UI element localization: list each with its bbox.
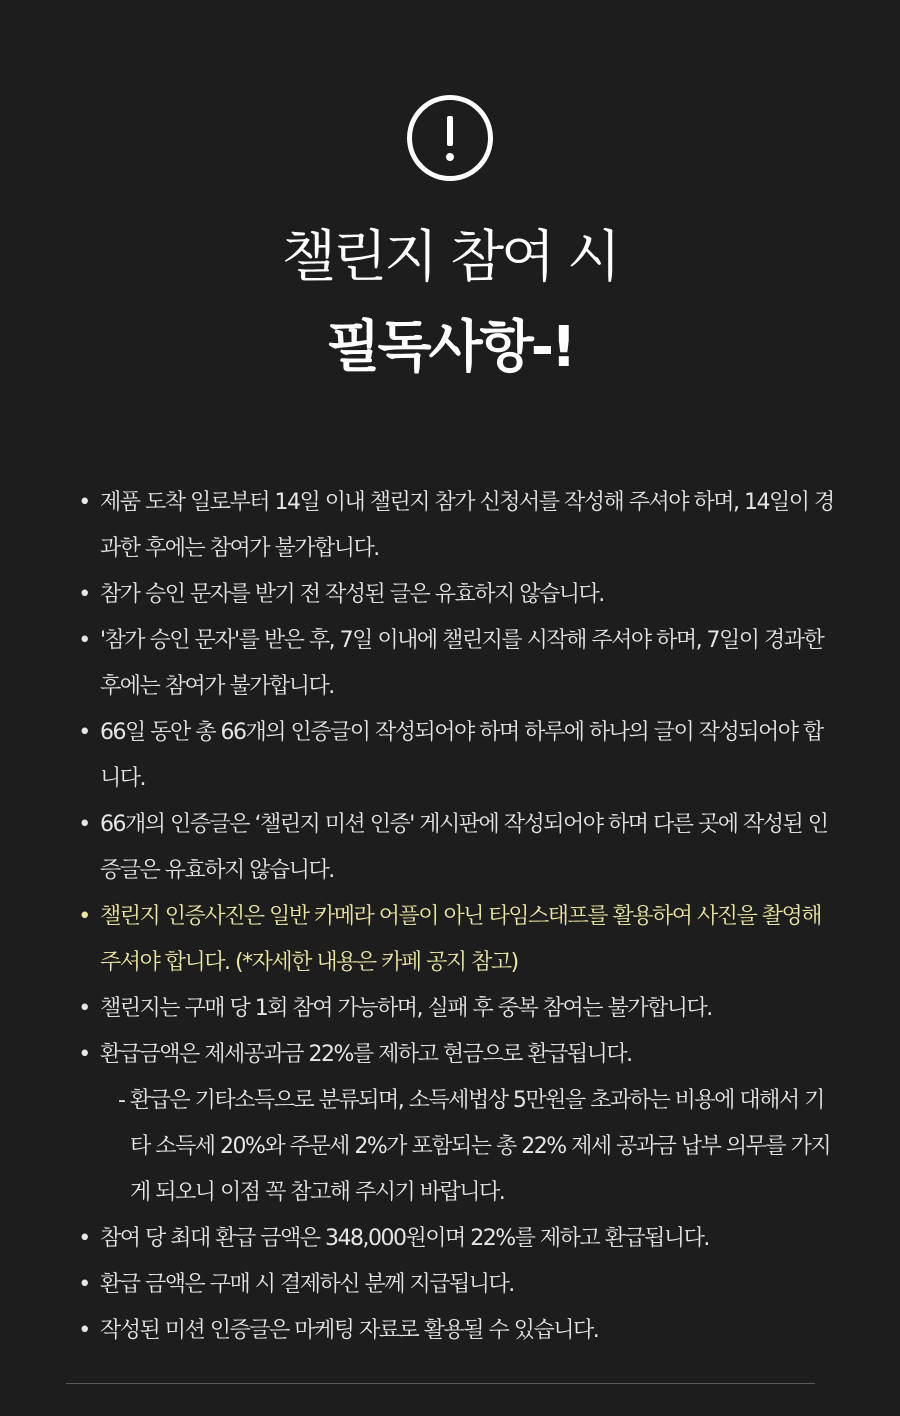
notice-item-board-location [74, 802, 834, 894]
bullet-icon: • [78, 582, 90, 607]
notice-text: 환급금액은 제세공과금 22%를 제하고 현금으로 환급됩니다. [100, 1042, 632, 1067]
bullet-icon: • [78, 904, 90, 929]
bullet-icon: • [78, 720, 90, 745]
notice-text: 참여 당 최대 환급 금액은 348,000원이며 22%를 제하고 환급됩니다. [100, 1226, 709, 1251]
bullet-icon: • [78, 812, 90, 837]
notice-list [74, 480, 834, 1354]
notice-text: 제품 도착 일로부터 14일 이내 챌린지 참가 신청서를 작성해 주셔야 하며, 14일이 경과한 후에는 참여가 불가합니다. [100, 490, 834, 561]
bullet-icon: • [78, 1318, 90, 1343]
page-subtitle: 필독사항-! [326, 315, 574, 380]
notice-item-daily-posts [74, 710, 834, 802]
bullet-icon: • [78, 490, 90, 515]
notice-item-registration-deadline [74, 480, 834, 572]
notice-text: 챌린지 인증사진은 일반 카메라 어플이 아닌 타임스태프를 활용하여 사진을 촬영해주셔야 합니다. (*자세한 내용은 카페 공지 참고) [100, 904, 822, 975]
notice-item-refund-tax [74, 1032, 834, 1216]
notice-text: '참가 승인 문자'를 받은 후, 7일 이내에 챌린지를 시작해 주셔야 하며, 7일이 경과한 후에는 참여가 불가합니다. [100, 628, 824, 699]
notice-item-marketing-use [74, 1308, 834, 1354]
exclamation-circle-icon [406, 94, 494, 182]
notice-text: 챌린지는 구매 당 1회 참여 가능하며, 실패 후 중복 참여는 불가합니다. [100, 996, 712, 1021]
page-title: 챌린지 참여 시 [281, 225, 619, 290]
notice-item-approval-required [74, 572, 834, 618]
refund-tax-note: - 환급은 기타소득으로 분류되며, 소득세법상 5만원을 초과하는 비용에 대해서 기타 소득세 20%와 주문세 2%가 포함되는 총 22% 제세 공과금 납부 의무를 가지게 되오니 이점 꼭 참고해 주시기 바랍니다. [118, 1088, 831, 1205]
bullet-icon: • [78, 628, 90, 653]
notice-item-refund-recipient [74, 1262, 834, 1308]
notice-item-one-per-purchase [74, 986, 834, 1032]
notice-text: 작성된 미션 인증글은 마케팅 자료로 활용될 수 있습니다. [100, 1318, 599, 1343]
notice-item-timestamp-photo [74, 894, 834, 986]
bullet-icon: • [78, 1272, 90, 1297]
bullet-icon: • [78, 996, 90, 1021]
notice-text: 환급 금액은 구매 시 결제하신 분께 지급됩니다. [100, 1272, 514, 1297]
notice-text: 66개의 인증글은 ‘챌린지 미션 인증' 게시판에 작성되어야 하며 다른 곳에 작성된 인증글은 유효하지 않습니다. [100, 812, 828, 883]
bullet-icon: • [78, 1226, 90, 1251]
notice-item-max-refund [74, 1216, 834, 1262]
notice-item-start-deadline [74, 618, 834, 710]
bullet-icon: • [78, 1042, 90, 1067]
bottom-divider [66, 1383, 815, 1384]
notice-text: 66일 동안 총 66개의 인증글이 작성되어야 하며 하루에 하나의 글이 작성되어야 합니다. [100, 720, 823, 791]
notice-text: 참가 승인 문자를 받기 전 작성된 글은 유효하지 않습니다. [100, 582, 604, 607]
